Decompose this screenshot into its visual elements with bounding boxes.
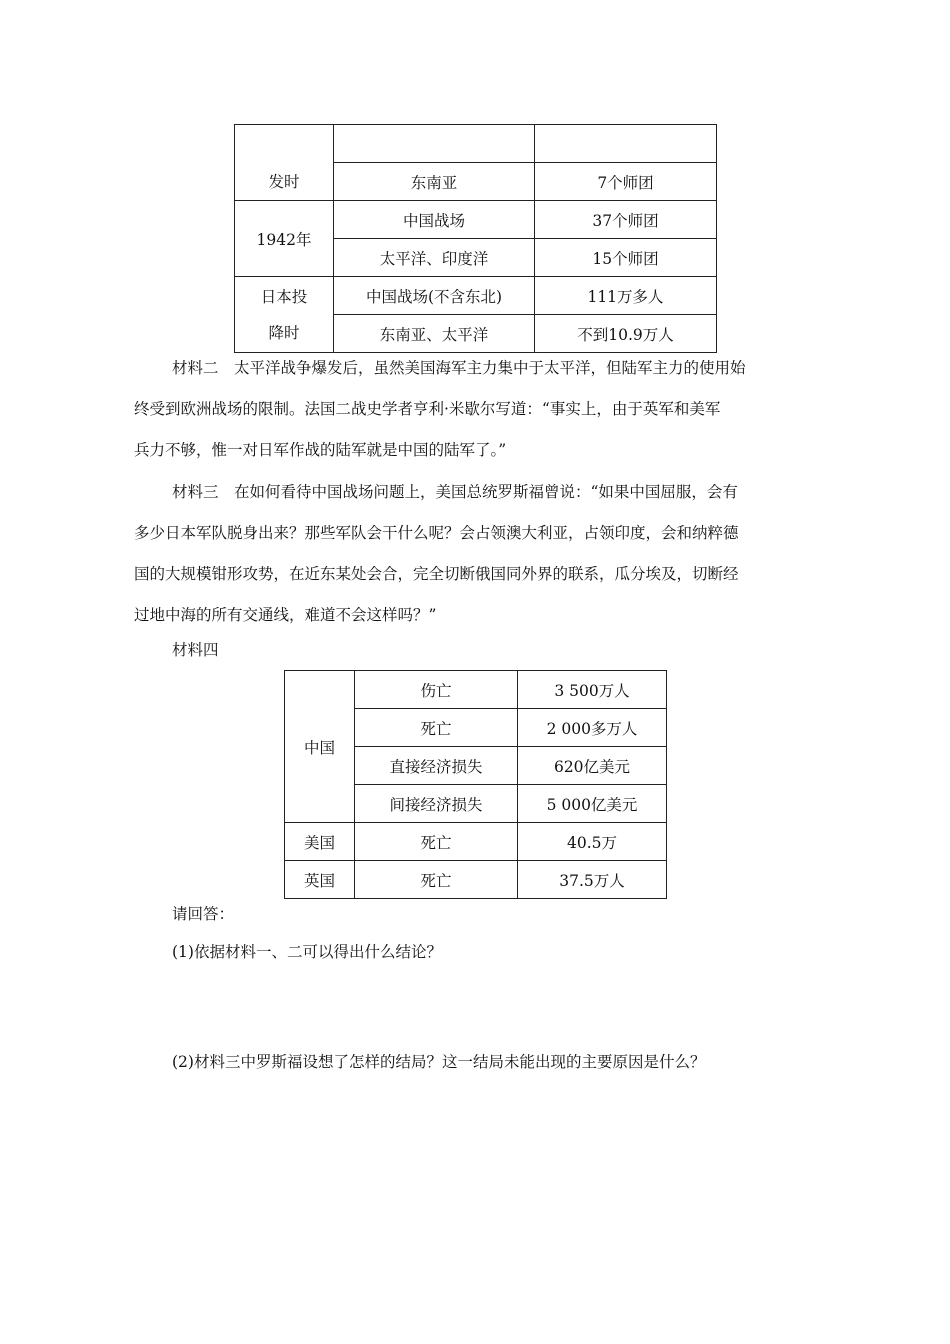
- t1-r4-c1-line1: 日本投: [260, 287, 308, 306]
- t1-r1-c2: 东南亚: [334, 163, 535, 201]
- t2-uk-country: 英国: [285, 861, 355, 899]
- t1-r1-c1: 发时: [235, 125, 334, 201]
- material2-line2: 终受到欧洲战场的限制。法国二战史学者亨利·米歇尔写道：“事实上，由于英军和美军: [134, 400, 721, 418]
- t1-r5-c3: 不到10.9万人: [535, 315, 717, 353]
- material4-label: 材料四: [172, 641, 219, 659]
- t1-r2-c3: 37个师团: [535, 201, 717, 239]
- t2-china-value-1: 3 500万人: [518, 671, 667, 709]
- material3-line3: 国的大规模钳形攻势，在近东某处会合，完全切断俄国同外界的联系，瓜分埃及，切断经: [134, 565, 739, 583]
- t2-china-value-3: 620亿美元: [518, 747, 667, 785]
- t2-uk-item: 死亡: [355, 861, 518, 899]
- t2-china-cell: 中国: [285, 671, 355, 823]
- t2-china-item-3: 直接经济损失: [355, 747, 518, 785]
- t1-r4-c1: [235, 277, 334, 353]
- material3-line1: 材料三 在如何看待中国战场问题上，美国总统罗斯福曾说：“如果中国屈服，会有: [172, 483, 738, 501]
- material2-line1: 材料二 太平洋战争爆发后，虽然美国海军主力集中于太平洋，但陆军主力的使用始: [172, 359, 746, 377]
- material4-table: [284, 670, 667, 899]
- t1-r2-c1: 1942年: [235, 201, 334, 277]
- question-2: (2)材料三中罗斯福设想了怎样的结局？这一结局未能出现的主要原因是什么？: [172, 1053, 706, 1071]
- t2-usa-value: 40.5万: [518, 823, 667, 861]
- t1-r4-c1-line2: 降时: [268, 323, 300, 342]
- t1-header-c3: [535, 125, 717, 163]
- t2-china-item-1: 伤亡: [355, 671, 518, 709]
- material3-line2: 多少日本军队脱身出来？那些军队会干什么呢？会占领澳大利亚，占领印度，会和纳粹德: [134, 524, 739, 542]
- material1-table: [234, 124, 717, 353]
- t1-r4-c2: 中国战场(不含东北): [334, 277, 535, 315]
- t1-r2-c2: 中国战场: [334, 201, 535, 239]
- t1-r3-c3: 15个师团: [535, 239, 717, 277]
- t2-usa-item: 死亡: [355, 823, 518, 861]
- t2-china-value-4: 5 000亿美元: [518, 785, 667, 823]
- t2-usa-country: 美国: [285, 823, 355, 861]
- t1-r1-c3: 7个师团: [535, 163, 717, 201]
- t2-china-value-2: 2 000多万人: [518, 709, 667, 747]
- t1-r5-c2: 东南亚、太平洋: [334, 315, 535, 353]
- t1-header-c2: [334, 125, 535, 163]
- answer-prompt: 请回答：: [172, 905, 235, 923]
- material2-line3: 兵力不够，惟一对日军作战的陆军就是中国的陆军了。”: [134, 441, 507, 459]
- material3-line4: 过地中海的所有交通线，难道不会这样吗？”: [134, 606, 437, 624]
- t2-china-item-2: 死亡: [355, 709, 518, 747]
- t1-r3-c2: 太平洋、印度洋: [334, 239, 535, 277]
- t1-r4-c3: 111万多人: [535, 277, 717, 315]
- t2-uk-value: 37.5万人: [518, 861, 667, 899]
- t2-china-item-4: 间接经济损失: [355, 785, 518, 823]
- question-1: (1)依据材料一、二可以得出什么结论？: [172, 943, 442, 961]
